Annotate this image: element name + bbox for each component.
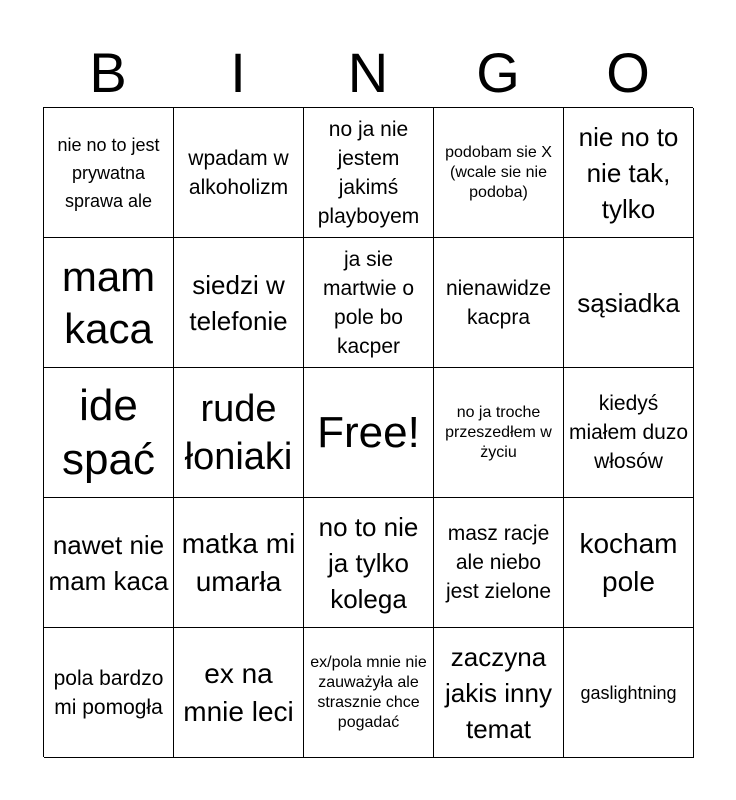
bingo-grid: [43, 107, 693, 757]
cell-text: ide spać: [62, 380, 155, 484]
header-letter-b: B: [89, 41, 127, 104]
bingo-header: [43, 40, 693, 106]
bingo-cell-r2c5[interactable]: [564, 238, 694, 368]
bingo-cell-r4c5[interactable]: [564, 498, 694, 628]
header-letter-n: N: [347, 41, 389, 104]
bingo-cell-r2c1[interactable]: [44, 238, 174, 368]
bingo-cell-r4c3[interactable]: [304, 498, 434, 628]
cell-text: zaczyna jakis inny temat: [445, 641, 552, 744]
free-space-label: Free!: [317, 407, 420, 457]
bingo-cell-r2c4[interactable]: [434, 238, 564, 368]
cell-text: ex/pola mnie nie zauważyła ale strasznie chce pogadać: [310, 653, 427, 731]
bingo-cell-r5c1[interactable]: [44, 628, 174, 758]
bingo-cell-r4c1[interactable]: [44, 498, 174, 628]
cell-text: ex na mnie leci: [183, 657, 294, 727]
bingo-cell-r3c5[interactable]: [564, 368, 694, 498]
bingo-cell-r4c4[interactable]: [434, 498, 564, 628]
cell-text: gaslightning: [580, 682, 677, 703]
header-letter-i: I: [230, 41, 246, 104]
cell-text: no ja troche przeszedłem w życiu: [445, 403, 552, 461]
bingo-cell-r1c2[interactable]: [174, 108, 304, 238]
cell-text: nie no to jest prywatna sprawa ale: [57, 134, 160, 211]
cell-text: masz racje ale niebo jest zielone: [445, 522, 552, 603]
cell-text: no to nie ja tylko kolega: [318, 511, 419, 614]
cell-text: siedzi w telefonie: [189, 269, 288, 336]
cell-text: no ja nie jestem jakimś playboyem: [317, 117, 420, 228]
cell-text: kocham pole: [579, 527, 678, 597]
cell-text: pola bardzo mi pomogła: [53, 666, 164, 719]
bingo-cell-r5c5[interactable]: [564, 628, 694, 758]
bingo-cell-r2c3[interactable]: [304, 238, 434, 368]
free-space-cell[interactable]: [304, 368, 434, 498]
cell-text: nie no to nie tak, tylko: [578, 121, 679, 224]
cell-text: nawet nie mam kaca: [48, 529, 169, 596]
header-letter-o: O: [606, 41, 650, 104]
bingo-cell-r5c3[interactable]: [304, 628, 434, 758]
cell-text: podobam sie X (wcale sie nie podoba): [445, 143, 552, 201]
bingo-cell-r1c4[interactable]: [434, 108, 564, 238]
header-letter-g: G: [476, 41, 520, 104]
cell-text: rude łoniaki: [184, 387, 293, 478]
cell-text: matka mi umarła: [181, 527, 296, 597]
bingo-cell-r3c1[interactable]: [44, 368, 174, 498]
cell-text: wpadam w alkoholizm: [188, 146, 289, 199]
bingo-cell-r5c2[interactable]: [174, 628, 304, 758]
bingo-cell-r1c1[interactable]: [44, 108, 174, 238]
bingo-cell-r2c2[interactable]: [174, 238, 304, 368]
bingo-cell-r3c2[interactable]: [174, 368, 304, 498]
bingo-cell-r3c4[interactable]: [434, 368, 564, 498]
cell-text: kiedyś miałem duzo włosów: [568, 392, 689, 473]
cell-text: nienawidze kacpra: [445, 276, 552, 329]
bingo-cell-r5c4[interactable]: [434, 628, 564, 758]
cell-text: ja sie martwie o pole bo kacper: [322, 247, 415, 358]
cell-text: mam kaca: [61, 252, 156, 352]
bingo-cell-r1c5[interactable]: [564, 108, 694, 238]
bingo-cell-r1c3[interactable]: [304, 108, 434, 238]
cell-text: sąsiadka: [577, 287, 680, 318]
bingo-cell-r4c2[interactable]: [174, 498, 304, 628]
